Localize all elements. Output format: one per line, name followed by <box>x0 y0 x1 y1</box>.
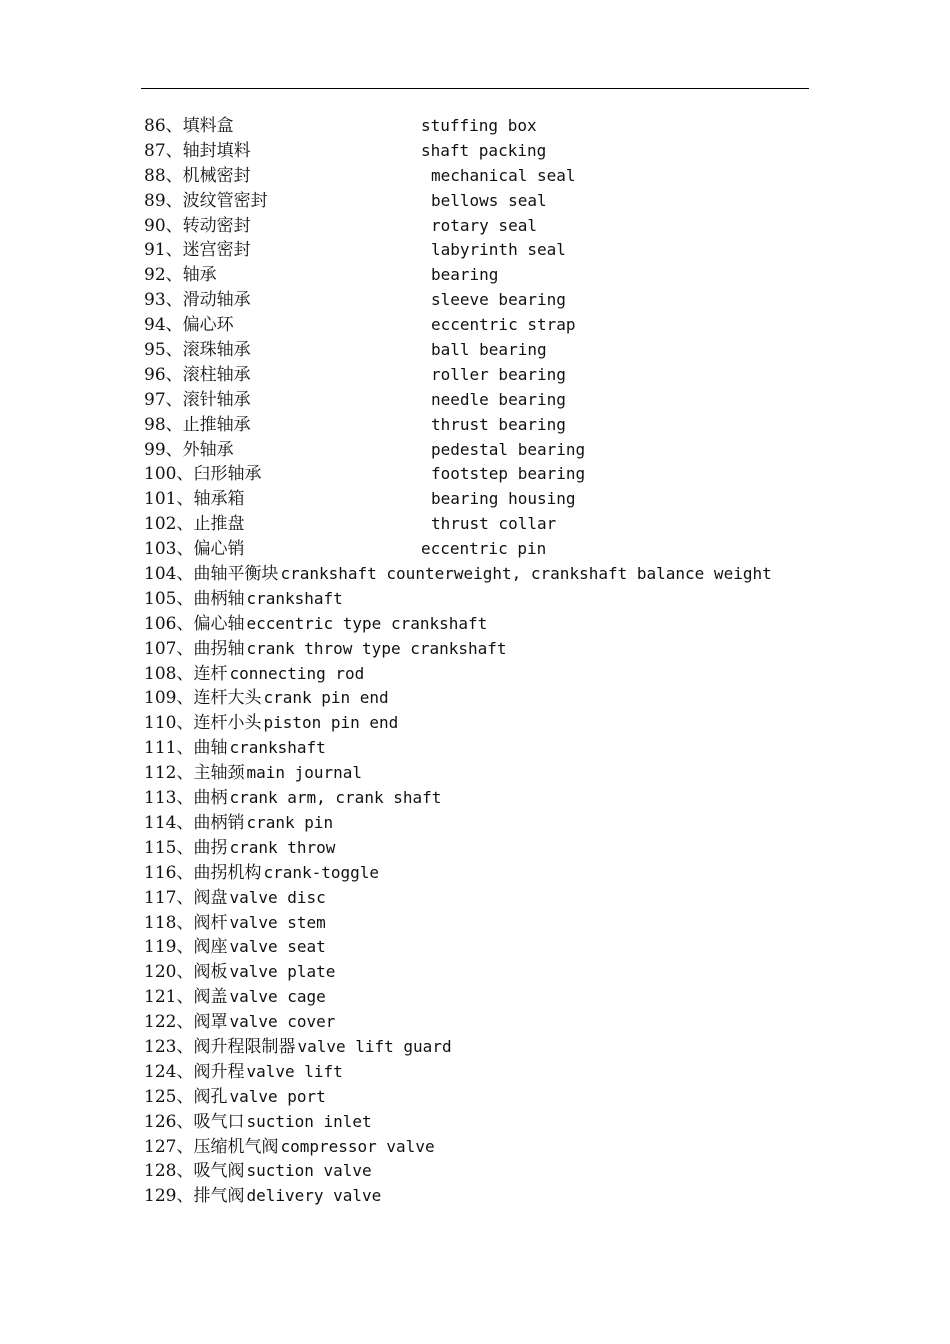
entry-chinese-term: 107、曲拐轴 <box>144 638 245 659</box>
entry-chinese-term: 119、阀座 <box>144 937 228 958</box>
glossary-entry <box>144 1010 864 1035</box>
entry-english-term: delivery valve <box>246 1186 382 1206</box>
entry-english-term: main journal <box>246 763 363 783</box>
entry-chinese-term: 115、曲拐 <box>144 837 228 858</box>
entry-english-term: crank arm, crank shaft <box>229 788 442 808</box>
glossary-entry <box>144 711 864 736</box>
entry-english-term: connecting rod <box>229 663 365 683</box>
entry-english-term: roller bearing <box>431 364 566 384</box>
glossary-entry <box>144 189 864 214</box>
entry-chinese-term: 104、曲轴平衡块 <box>144 564 279 585</box>
entry-chinese-term: 105、曲柄轴 <box>144 588 245 609</box>
entry-english-term: compressor valve <box>280 1136 435 1156</box>
entry-chinese-term: 100、臼形轴承 <box>144 464 262 485</box>
entry-chinese-term: 99、外轴承 <box>144 439 234 460</box>
glossary-entry <box>144 1085 864 1110</box>
glossary-entry <box>144 487 864 512</box>
glossary-entry <box>144 786 864 811</box>
glossary-entry <box>144 985 864 1010</box>
entry-chinese-term: 108、连杆 <box>144 663 228 684</box>
entry-english-term: valve lift guard <box>297 1036 452 1056</box>
header-rule <box>141 88 809 89</box>
entry-chinese-term: 120、阀板 <box>144 962 228 983</box>
entry-english-term: crank throw <box>229 837 336 857</box>
entry-chinese-term: 106、偏心轴 <box>144 613 245 634</box>
entry-chinese-term: 116、曲拐机构 <box>144 862 262 883</box>
glossary-entry <box>144 1035 864 1060</box>
entry-english-term: valve cage <box>229 987 326 1007</box>
glossary-entry <box>144 512 864 537</box>
glossary-entry <box>144 686 864 711</box>
entry-english-term: mechanical seal <box>431 165 576 185</box>
glossary-entry <box>144 313 864 338</box>
entry-english-term: labyrinth seal <box>431 240 566 260</box>
glossary-entry <box>144 288 864 313</box>
entry-english-term: valve plate <box>229 962 336 982</box>
entry-chinese-term: 127、压缩机气阀 <box>144 1136 279 1157</box>
entry-chinese-term: 92、轴承 <box>144 265 217 286</box>
entry-english-term: sleeve bearing <box>431 290 566 310</box>
glossary-entry <box>144 1184 864 1209</box>
entry-english-term: valve seat <box>229 937 326 957</box>
glossary-entry <box>144 263 864 288</box>
entry-english-term: valve disc <box>229 887 326 907</box>
glossary-entry <box>144 935 864 960</box>
glossary-list <box>144 114 864 1209</box>
glossary-entry <box>144 238 864 263</box>
entry-chinese-term: 89、波纹管密封 <box>144 190 268 211</box>
entry-chinese-term: 118、阀杆 <box>144 912 228 933</box>
glossary-entry <box>144 911 864 936</box>
entry-chinese-term: 93、滑动轴承 <box>144 290 251 311</box>
glossary-entry <box>144 662 864 687</box>
glossary-entry <box>144 388 864 413</box>
entry-chinese-term: 98、止推轴承 <box>144 414 251 435</box>
entry-english-term: needle bearing <box>431 389 566 409</box>
entry-chinese-term: 121、阀盖 <box>144 987 228 1008</box>
entry-chinese-term: 94、偏心环 <box>144 315 234 336</box>
entry-english-term: crank pin end <box>263 688 389 708</box>
entry-chinese-term: 90、转动密封 <box>144 215 251 236</box>
entry-english-term: thrust collar <box>431 514 557 534</box>
entry-chinese-term: 111、曲轴 <box>144 738 228 759</box>
entry-chinese-term: 114、曲柄销 <box>144 812 245 833</box>
entry-english-term: crankshaft <box>229 738 326 758</box>
glossary-entry <box>144 960 864 985</box>
entry-english-term: eccentric strap <box>431 315 576 335</box>
entry-english-term: piston pin end <box>263 713 399 733</box>
glossary-entry <box>144 1135 864 1160</box>
glossary-entry <box>144 637 864 662</box>
entry-chinese-term: 129、排气阀 <box>144 1186 245 1207</box>
entry-chinese-term: 101、轴承箱 <box>144 489 245 510</box>
glossary-entry <box>144 413 864 438</box>
entry-chinese-term: 117、阀盘 <box>144 887 228 908</box>
glossary-entry <box>144 562 864 587</box>
entry-chinese-term: 91、迷宫密封 <box>144 240 251 261</box>
entry-english-term: valve port <box>229 1086 326 1106</box>
entry-english-term: thrust bearing <box>431 414 566 434</box>
entry-english-term: stuffing box <box>421 116 537 135</box>
glossary-entry <box>144 836 864 861</box>
entry-chinese-term: 110、连杆小头 <box>144 713 262 734</box>
entry-chinese-term: 122、阀罩 <box>144 1012 228 1033</box>
glossary-entry <box>144 214 864 239</box>
entry-english-term: valve stem <box>229 912 326 932</box>
entry-chinese-term: 95、滚珠轴承 <box>144 340 251 361</box>
entry-english-term: bellows seal <box>431 190 547 210</box>
entry-chinese-term: 87、轴封填料 <box>144 140 251 161</box>
entry-english-term: valve lift <box>246 1061 343 1081</box>
glossary-entry <box>144 811 864 836</box>
glossary-entry <box>144 139 864 164</box>
entry-english-term: bearing housing <box>431 489 576 509</box>
entry-english-term: eccentric type crankshaft <box>246 613 488 633</box>
entry-chinese-term: 103、偏心销 <box>144 539 245 560</box>
entry-english-term: crank throw type crankshaft <box>246 638 507 658</box>
entry-chinese-term: 96、滚柱轴承 <box>144 364 251 385</box>
entry-chinese-term: 102、止推盘 <box>144 514 245 535</box>
glossary-entry <box>144 1159 864 1184</box>
glossary-entry <box>144 612 864 637</box>
glossary-entry <box>144 861 864 886</box>
glossary-entry <box>144 114 864 139</box>
entry-english-term: ball bearing <box>431 340 547 360</box>
entry-chinese-term: 125、阀孔 <box>144 1086 228 1107</box>
glossary-entry <box>144 1060 864 1085</box>
entry-english-term: suction inlet <box>246 1111 372 1131</box>
entry-chinese-term: 126、吸气口 <box>144 1111 245 1132</box>
entry-chinese-term: 97、滚针轴承 <box>144 389 251 410</box>
glossary-entry <box>144 1110 864 1135</box>
entry-chinese-term: 124、阀升程 <box>144 1061 245 1082</box>
entry-english-term: footstep bearing <box>431 464 586 484</box>
entry-chinese-term: 88、机械密封 <box>144 165 251 186</box>
entry-english-term: pedestal bearing <box>431 439 586 459</box>
entry-chinese-term: 86、填料盒 <box>144 116 234 136</box>
entry-english-term: rotary seal <box>431 215 537 235</box>
entry-chinese-term: 109、连杆大头 <box>144 688 262 709</box>
glossary-entry <box>144 886 864 911</box>
glossary-entry <box>144 736 864 761</box>
glossary-entry <box>144 438 864 463</box>
entry-english-term: shaft packing <box>421 140 547 160</box>
entry-chinese-term: 123、阀升程限制器 <box>144 1036 296 1057</box>
glossary-entry <box>144 462 864 487</box>
entry-english-term: crank-toggle <box>263 862 380 882</box>
entry-english-term: eccentric pin <box>421 539 547 559</box>
entry-english-term: valve cover <box>229 1012 336 1032</box>
glossary-entry <box>144 164 864 189</box>
entry-chinese-term: 112、主轴颈 <box>144 763 245 784</box>
glossary-entry <box>144 761 864 786</box>
glossary-entry <box>144 587 864 612</box>
glossary-entry <box>144 338 864 363</box>
entry-english-term: crank pin <box>246 812 334 832</box>
entry-english-term: crankshaft counterweight, crankshaft balance weight <box>280 564 772 584</box>
entry-english-term: bearing <box>431 265 499 285</box>
entry-english-term: suction valve <box>246 1161 372 1181</box>
glossary-entry <box>144 537 864 562</box>
entry-chinese-term: 113、曲柄 <box>144 788 228 809</box>
entry-chinese-term: 128、吸气阀 <box>144 1161 245 1182</box>
glossary-entry <box>144 363 864 388</box>
entry-english-term: crankshaft <box>246 588 343 608</box>
